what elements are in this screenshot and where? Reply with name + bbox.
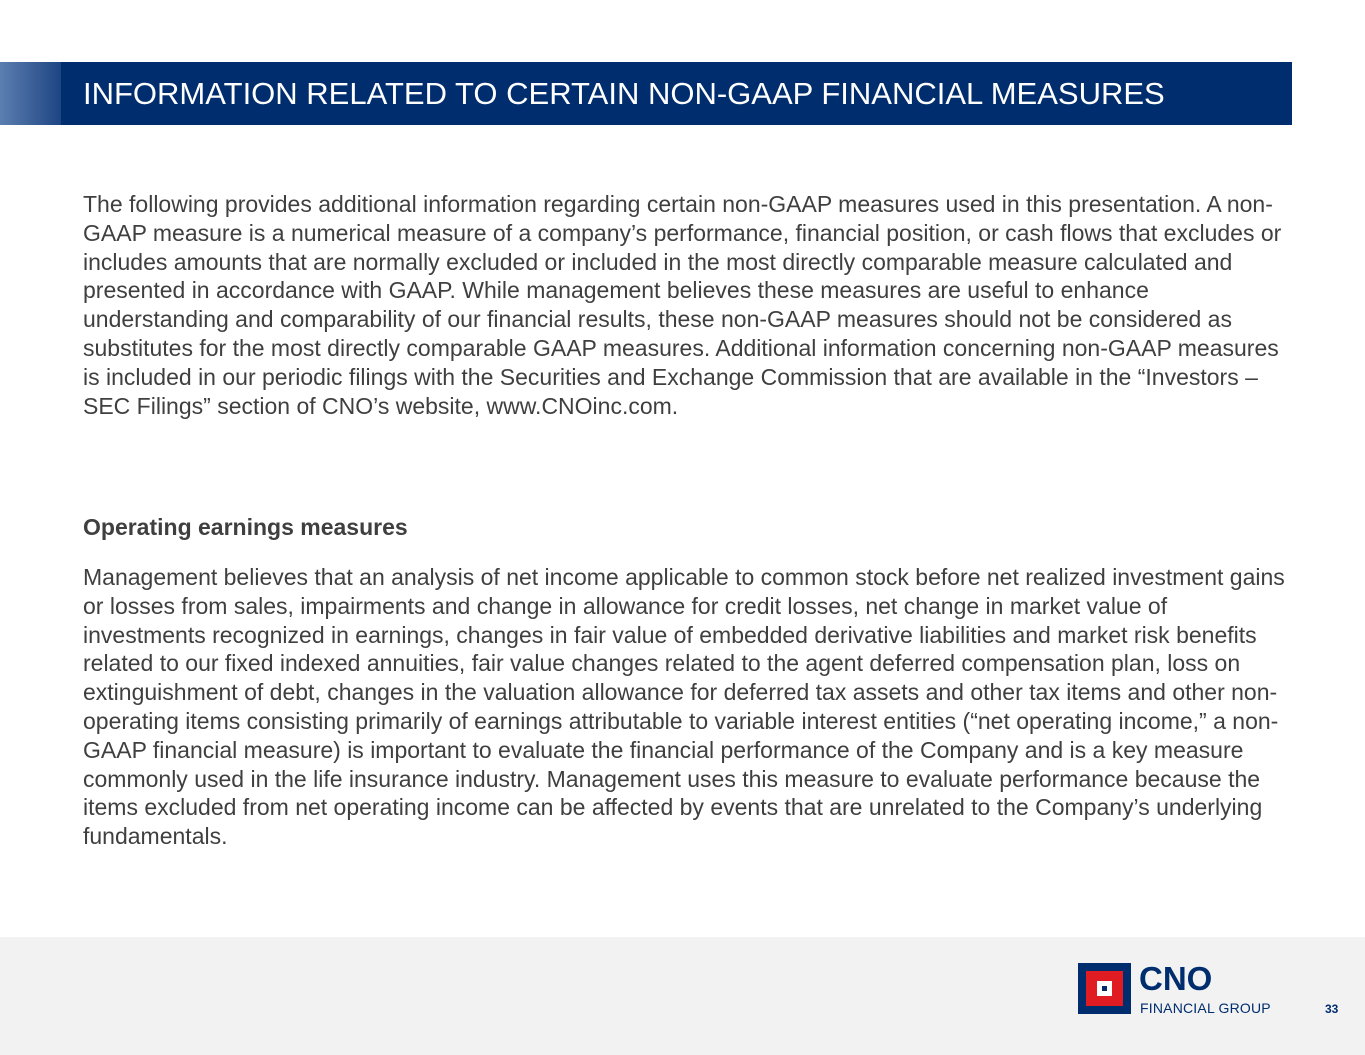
title-accent [0, 62, 61, 125]
logo-red-square [1086, 971, 1123, 1006]
logo-white-square [1097, 981, 1112, 996]
footer [0, 937, 1365, 1055]
section-heading: Operating earnings measures [83, 514, 408, 540]
logo-center-square [1102, 986, 1107, 991]
section-paragraph: Management believes that an analysis of net income applicable to common stock before net realized investment gains or losses from sales, impairments and change in allowance for credit losses, net change in market value of investments recognized in earnings, changes in fair value of embedded derivative liabilities and market risk benefits related to our fixed indexed annuities, fair value changes related to the agent deferred compensation plan, loss on extinguishment of debt, changes in the valuation allowance for deferred tax assets and other tax items and other non-operating items consisting primarily of earnings attributable to variable interest entities (“net operating income,” a non-GAAP financial measure) is important to evaluate the financial performance of the Company and is a key measure commonly used in the life insurance industry. Management uses this measure to evaluate performance because the items excluded from net operating income can be affected by events that are unrelated to the Company’s underlying fundamentals. [83, 564, 1285, 850]
title-bar [0, 62, 1292, 125]
page-number: 33 [1325, 1002, 1339, 1016]
page-title: INFORMATION RELATED TO CERTAIN NON-GAAP FINANCIAL MEASURES [83, 76, 1165, 111]
intro-paragraph: The following provides additional information regarding certain non-GAAP measures used in this presentation. A non-GAAP measure is a numerical measure of a company’s performance, financial position, or cash flows that excludes or includes amounts that are normally excluded or included in the most directly comparable measure calculated and presented in accordance with GAAP. While management believes these measures are useful to enhance understanding and comparability of our financial results, these non-GAAP measures should not be considered as substitutes for the most directly comparable GAAP measures. Additional information concerning non-GAAP measures is included in our periodic filings with the Securities and Exchange Commission that are available in the “Investors – SEC Filings” section of CNO’s website, www.CNOinc.com. [83, 191, 1282, 419]
logo-wordmark: CNO [1139, 960, 1213, 997]
cno-logo-icon [1078, 963, 1131, 1014]
logo-subtitle: FINANCIAL GROUP [1140, 1000, 1271, 1016]
